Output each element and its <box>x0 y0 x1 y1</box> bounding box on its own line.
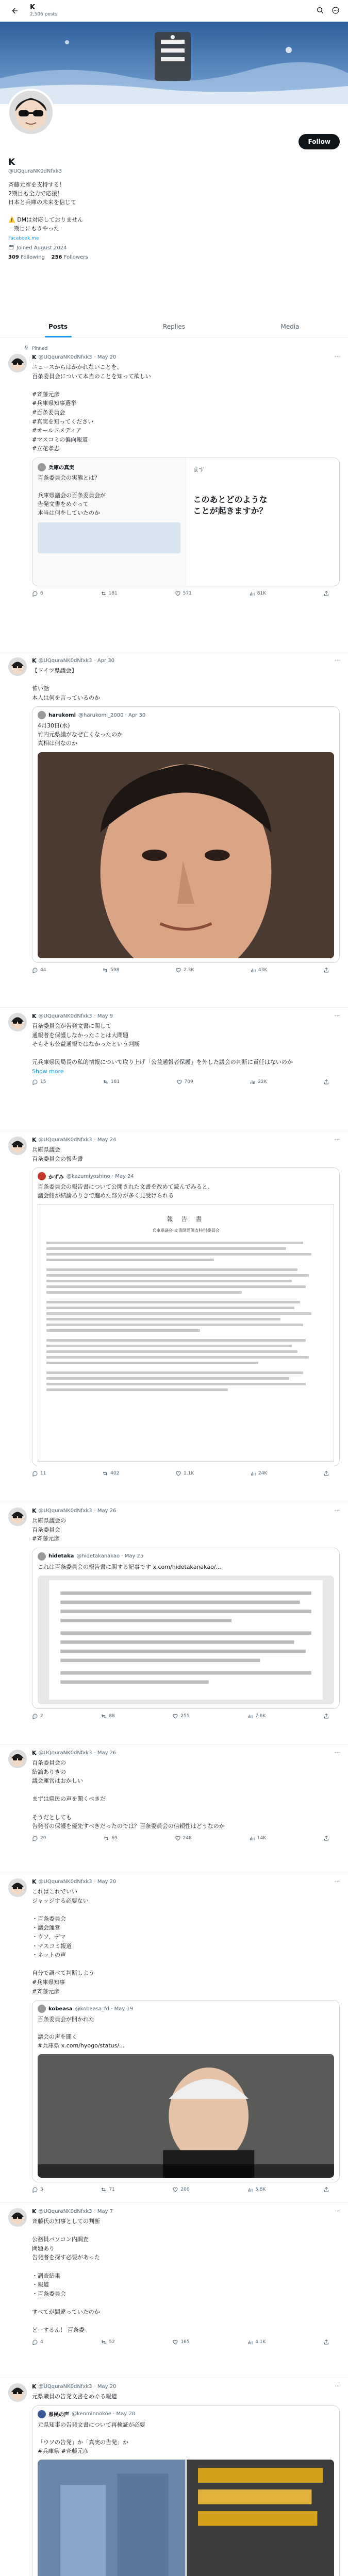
heart-icon <box>175 1835 181 1841</box>
quote-text: 百条委員会の実態とは？ 兵庫県議会の百条委員会が 告発文書をめぐって 本当は何をしていたのか <box>38 474 106 517</box>
doc-title: 報 告 書 <box>167 1215 205 1223</box>
more-icon[interactable]: ··· <box>335 1750 340 1756</box>
author-handle: @UQquraNK0dNfxk3 <box>38 1750 92 1756</box>
author-name[interactable]: K <box>32 1507 37 1514</box>
heart-icon <box>172 1713 178 1719</box>
reply-icon <box>32 1713 38 1719</box>
more-icon[interactable]: ··· <box>335 1879 340 1885</box>
joined-date: Joined August 2024 <box>16 245 67 251</box>
follow-button[interactable]: Follow <box>299 134 340 149</box>
views-icon <box>250 1470 256 1477</box>
bookmark-share-button[interactable] <box>323 1713 329 1719</box>
tab-posts[interactable]: Posts <box>0 315 116 337</box>
like-button[interactable]: 165 <box>172 2339 189 2345</box>
share-icon <box>323 1835 329 1841</box>
tweet[interactable] <box>0 1008 348 1131</box>
bookmark-share-button[interactable] <box>323 1470 329 1477</box>
tweet-text: 【ドイツ県議会】 怖い話 本人は何を言っているのか <box>32 667 100 701</box>
search-icon[interactable] <box>316 6 324 16</box>
repost-icon <box>101 1713 107 1719</box>
header-title <box>30 4 57 17</box>
repost-icon <box>102 967 108 973</box>
quoted-tweet[interactable] <box>32 2405 340 2576</box>
tweet[interactable] <box>0 1131 348 1502</box>
views-button[interactable]: 22K <box>250 1079 267 1085</box>
tweet-header <box>32 657 340 664</box>
repost-button[interactable]: 598 <box>102 967 119 973</box>
tweet-date[interactable]: · May 24 <box>94 1137 117 1143</box>
profile-banner <box>0 22 348 104</box>
profile-bio: 斉藤元彦を支持する！ 2期目も全力で応援！ 日本と兵庫の未来を信じて ⚠️ DMは対応しておりません 一期目にもうやった <box>8 181 84 232</box>
profile-joined <box>8 244 338 251</box>
tweet-text: 百条委員会が告発文書に関して 通報者を保護しなかったことは大問題 そもそも公益通報ではなかったという判断 元兵庫県民局長の私的情報について取り上げ「公益通報者保護」を外した議会の判断に責任はないのか <box>32 1023 293 1066</box>
media-subtext: まず <box>193 466 205 473</box>
share-icon <box>323 1713 329 1719</box>
quote-image <box>38 522 180 553</box>
repost-icon <box>101 2339 107 2345</box>
tweet-header <box>32 354 340 361</box>
repost-button[interactable]: 52 <box>101 2339 114 2345</box>
tweet-actions <box>32 2339 340 2345</box>
bookmark-share-button[interactable] <box>323 2187 329 2193</box>
tweet-date[interactable]: · May 20 <box>94 354 117 360</box>
tweet-header <box>32 1878 340 1885</box>
quote-header: 県民の声 @kenminnokoe · May 20 <box>38 2410 334 2418</box>
more-icon[interactable]: ··· <box>335 354 340 360</box>
tweet-date[interactable]: · May 20 <box>94 2384 117 2389</box>
tweet-text: 百条委員会の 結論ありきの 議会運営はおかしい まずは県民の声を聞くべきだ そうだとしても 告発者の保護を優先すべきだったのでは？百条委員会の信頼性はどうなのか <box>32 1759 225 1830</box>
photo-1[interactable] <box>38 2460 186 2576</box>
quote-avatar <box>38 1172 46 1180</box>
tweet-actions <box>32 2187 340 2193</box>
reply-button[interactable]: 6 <box>32 590 43 597</box>
tweet-text: 兵庫県議会の 百条委員会 #斉藤元彦 <box>32 1517 66 1543</box>
views-icon <box>249 1835 255 1841</box>
author-handle: @UQquraNK0dNfxk3 <box>38 1013 92 1019</box>
back-arrow-icon[interactable] <box>8 4 22 18</box>
bookmark-share-button[interactable] <box>323 967 329 973</box>
repost-icon <box>101 2187 107 2193</box>
author-name[interactable]: K <box>32 1878 37 1885</box>
quote-text: 百条委員会の報告書について公開された文書を改めて読んでみると、 議会側が結論ありきで進めた部分が多く見受けられる <box>38 1183 213 1199</box>
repost-button[interactable]: 69 <box>103 1835 117 1841</box>
share-icon <box>323 967 329 973</box>
share-icon <box>323 1079 329 1085</box>
reply-button[interactable]: 15 <box>32 1079 46 1085</box>
quote-avatar <box>38 2005 46 2013</box>
tweet-text: 兵庫県議会 百条委員会の報告書 <box>32 1146 83 1162</box>
tweet-date[interactable]: · Apr 30 <box>94 658 115 664</box>
author-handle: @UQquraNK0dNfxk3 <box>38 1879 92 1885</box>
profile-avatar[interactable] <box>7 89 55 136</box>
avatar[interactable] <box>8 1507 27 1526</box>
tweet[interactable] <box>0 1744 348 1873</box>
bookmark-share-button[interactable] <box>323 2339 329 2345</box>
quoted-media[interactable] <box>32 457 340 586</box>
repost-button[interactable]: 181 <box>103 1079 120 1085</box>
views-icon <box>247 1713 253 1719</box>
like-button[interactable]: 248 <box>175 1835 192 1841</box>
reply-icon <box>32 590 38 597</box>
profile-name: K <box>8 157 15 167</box>
repost-icon <box>102 1470 108 1477</box>
quote-text: これは百条委員会の報告書に関する記事です x.com/hidetakanakao/... <box>38 1563 222 1570</box>
avatar[interactable] <box>8 1137 27 1155</box>
views-button[interactable]: 81K <box>249 590 266 597</box>
quote-avatar <box>38 463 46 471</box>
tweet-header <box>32 1013 340 1020</box>
more-icon[interactable]: ··· <box>335 1137 340 1143</box>
tweet[interactable] <box>0 652 348 1008</box>
avatar[interactable] <box>8 2208 27 2227</box>
tweet[interactable] <box>0 340 348 652</box>
quote-text: 4月30日(水) 竹内元県議がなぜ亡くなったのか 真相は何なのか <box>38 722 123 747</box>
heart-icon <box>175 1470 181 1477</box>
tab-media[interactable]: Media <box>280 323 300 330</box>
author-handle: @UQquraNK0dNfxk3 <box>38 354 92 360</box>
reply-button[interactable]: 44 <box>32 967 46 973</box>
quoted-tweet[interactable] <box>32 2000 340 2182</box>
following-link[interactable]: 309 Following <box>8 255 45 261</box>
repost-button[interactable]: 181 <box>101 590 118 597</box>
views-button[interactable]: 4.1K <box>247 2339 266 2345</box>
profile-info <box>8 157 338 260</box>
photo-2[interactable] <box>187 2460 335 2576</box>
tweet-actions <box>32 1835 340 1841</box>
quote-video[interactable] <box>38 2054 334 2178</box>
quoted-tweet[interactable] <box>32 1548 340 1709</box>
quote-text: 元県知事の告発文書について再検証が必要 「ウソの告発」か「真実の告発」か #兵庫県 #斉藤元彦 <box>38 2421 145 2454</box>
share-icon <box>323 590 329 597</box>
share-icon <box>323 2187 329 2193</box>
tweet-header <box>32 1507 340 1514</box>
profile-tabs <box>0 315 348 338</box>
tweet-date[interactable]: · May 26 <box>94 1750 117 1756</box>
views-button[interactable]: 43K <box>250 967 267 973</box>
heart-icon <box>175 590 181 597</box>
quoted-tweet[interactable] <box>32 1167 340 1466</box>
like-button[interactable]: 2.3K <box>175 967 194 973</box>
tweet-date[interactable]: · May 26 <box>94 1508 117 1514</box>
views-button[interactable]: 7.6K <box>247 1713 266 1719</box>
bookmark-share-button[interactable] <box>323 590 329 597</box>
author-name[interactable]: K <box>32 657 37 664</box>
quote-avatar <box>38 711 46 719</box>
tweet[interactable] <box>0 2203 348 2378</box>
like-button[interactable]: 200 <box>172 2187 189 2193</box>
tweet-actions <box>32 967 340 973</box>
calendar-icon <box>8 244 14 251</box>
tweet[interactable] <box>0 1873 348 2203</box>
follow-stats <box>8 255 338 260</box>
quote-header: hidetaka @hidetakanakao · May 25 <box>38 1552 334 1561</box>
author-name[interactable]: K <box>32 2208 37 2215</box>
like-button[interactable]: 255 <box>172 1713 189 1719</box>
bookmark-share-button[interactable] <box>323 1835 329 1841</box>
reply-button[interactable]: 2 <box>32 1713 43 1719</box>
views-button[interactable]: 14K <box>249 1835 266 1841</box>
profile-handle: @UQquraNK0dNfxk3 <box>8 168 62 174</box>
tweet-header <box>32 1750 340 1756</box>
tweet-text: これはこれでいい ジャッジする必要ない ・百条委員会 ・議会運営 ・ウソ、デマ ・マスコミ報道 ・ネットの声 自分で調べて判断しよう #兵庫県知事 #斉藤元彦 <box>32 1888 94 1995</box>
quote-header: harukomi @harukomi_2000 · Apr 30 <box>38 711 334 719</box>
more-icon[interactable]: ··· <box>335 1508 340 1514</box>
tweet-text: 元県職員の告発文書をめぐる報道 <box>32 2393 117 2400</box>
quote-header: kobeasa @kobeasa_fd · May 19 <box>38 2005 334 2013</box>
author-handle: @UQquraNK0dNfxk3 <box>38 2209 92 2214</box>
repost-button[interactable]: 402 <box>102 1470 119 1477</box>
top-bar <box>0 0 348 22</box>
tweet-header <box>32 1137 340 1143</box>
reply-icon <box>32 1079 38 1085</box>
share-icon <box>323 1470 329 1477</box>
repost-button[interactable]: 71 <box>101 2187 114 2193</box>
like-button[interactable]: 571 <box>175 590 192 597</box>
tweet-header <box>32 2208 340 2215</box>
media-caption: このあとどのような ことが起きますか？ <box>193 494 268 516</box>
quote-avatar <box>38 2410 46 2418</box>
more-icon[interactable] <box>332 6 340 16</box>
post-count: 2,506 posts <box>30 12 57 18</box>
tweet-header <box>32 2383 340 2390</box>
heart-icon <box>172 2339 178 2345</box>
followers-link[interactable]: 256 Followers <box>51 255 88 261</box>
author-name[interactable]: K <box>32 2383 37 2390</box>
tweet[interactable] <box>0 2378 348 2576</box>
reply-icon <box>32 2187 38 2193</box>
reply-button[interactable]: 11 <box>32 1470 46 1477</box>
author-handle: @UQquraNK0dNfxk3 <box>38 658 92 664</box>
heart-icon <box>176 1079 183 1085</box>
avatar[interactable] <box>8 1878 27 1897</box>
reply-icon <box>32 1470 38 1477</box>
reply-button[interactable]: 3 <box>32 2187 43 2193</box>
author-name[interactable]: K <box>32 1137 37 1143</box>
views-icon <box>250 1079 256 1085</box>
avatar[interactable] <box>8 354 27 372</box>
views-icon <box>247 2339 253 2345</box>
views-icon <box>247 2187 253 2193</box>
bookmark-share-button[interactable] <box>323 1079 329 1085</box>
avatar[interactable] <box>8 1750 27 1768</box>
profile-link[interactable]: Facebook.me <box>8 236 39 242</box>
views-icon <box>249 590 255 597</box>
pinned-indicator: Pinned <box>24 345 340 352</box>
reply-button[interactable]: 20 <box>32 1835 46 1841</box>
quote-photo-grid[interactable] <box>38 2460 334 2576</box>
quoted-tweet[interactable] <box>32 706 340 962</box>
author-handle: @UQquraNK0dNfxk3 <box>38 1508 92 1514</box>
quote-avatar <box>38 1552 46 1561</box>
quote-header: かずみ @kazumiyoshino · May 24 <box>38 1172 334 1180</box>
tweet-text: ニュースからはかかれないことを、 百条委員会について本当のことを知って欲しい #斉藤元彦 #兵庫県知事選挙 #百条委員会 #真実を知ってください #オールドメディア #マスコミの偏向報道 #立花孝志 <box>32 364 151 452</box>
avatar[interactable] <box>8 2383 27 2402</box>
tweet-text: 斉藤氏の知事としての判断 公務員パソコン内調査 問題あり 告発者を探す必要があった ・調査結果 ・報道 ・百条委員会 すべてが間違っていたのか どーするん！ 百条委 <box>32 2218 100 2334</box>
views-button[interactable]: 24K <box>250 1470 267 1477</box>
repost-icon <box>103 1835 109 1841</box>
header-name: K <box>30 4 36 12</box>
author-name[interactable]: K <box>32 1750 37 1756</box>
tab-replies[interactable]: Replies <box>162 323 186 330</box>
tweet-date[interactable]: · May 7 <box>94 2209 113 2214</box>
show-more-link[interactable]: Show more <box>32 1067 64 1075</box>
tweet-actions <box>32 1713 340 1719</box>
avatar[interactable] <box>8 1013 27 1031</box>
author-handle: @UQquraNK0dNfxk3 <box>38 2384 92 2389</box>
tweet-actions <box>32 590 340 597</box>
views-button[interactable]: 5.8K <box>247 2187 266 2193</box>
share-icon <box>323 2339 329 2345</box>
heart-icon <box>172 2187 178 2193</box>
tweet-date[interactable]: · May 20 <box>94 1879 117 1885</box>
reply-icon <box>32 967 38 973</box>
quote-header: 兵庫の真実 <box>38 463 180 471</box>
repost-button[interactable]: 88 <box>101 1713 114 1719</box>
more-icon[interactable]: ··· <box>335 658 340 664</box>
repost-icon <box>103 1079 109 1085</box>
author-name[interactable]: K <box>32 354 37 361</box>
avatar[interactable] <box>8 657 27 676</box>
more-icon[interactable]: ··· <box>335 2209 340 2214</box>
author-handle: @UQquraNK0dNfxk3 <box>38 1137 92 1143</box>
quote-photo[interactable] <box>38 1575 334 1704</box>
quote-photo[interactable] <box>38 752 334 958</box>
reply-icon <box>32 2339 38 2345</box>
tweet-date[interactable]: · May 9 <box>94 1013 113 1019</box>
tweet[interactable] <box>0 1502 348 1744</box>
tweet-actions <box>32 1079 340 1085</box>
views-icon <box>250 967 256 973</box>
like-button[interactable]: 709 <box>176 1079 193 1085</box>
doc-subtitle: 兵庫県議会 文書問題調査特別委員会 <box>152 1228 220 1233</box>
tweet-actions <box>32 1470 340 1477</box>
reply-button[interactable]: 4 <box>32 2339 43 2345</box>
quote-text: 百条委員会が開かれた 議会の声を聞く #兵庫県 x.com/hyogo/status/... <box>38 2016 125 2049</box>
like-button[interactable]: 1.1K <box>175 1470 194 1477</box>
reply-icon <box>32 1835 38 1841</box>
more-icon[interactable]: ··· <box>335 2384 340 2389</box>
more-icon[interactable]: ··· <box>335 1013 340 1019</box>
pin-icon <box>24 345 29 352</box>
repost-icon <box>101 590 107 597</box>
heart-icon <box>175 967 181 973</box>
document-image[interactable] <box>38 1204 334 1462</box>
author-name[interactable]: K <box>32 1013 37 1020</box>
